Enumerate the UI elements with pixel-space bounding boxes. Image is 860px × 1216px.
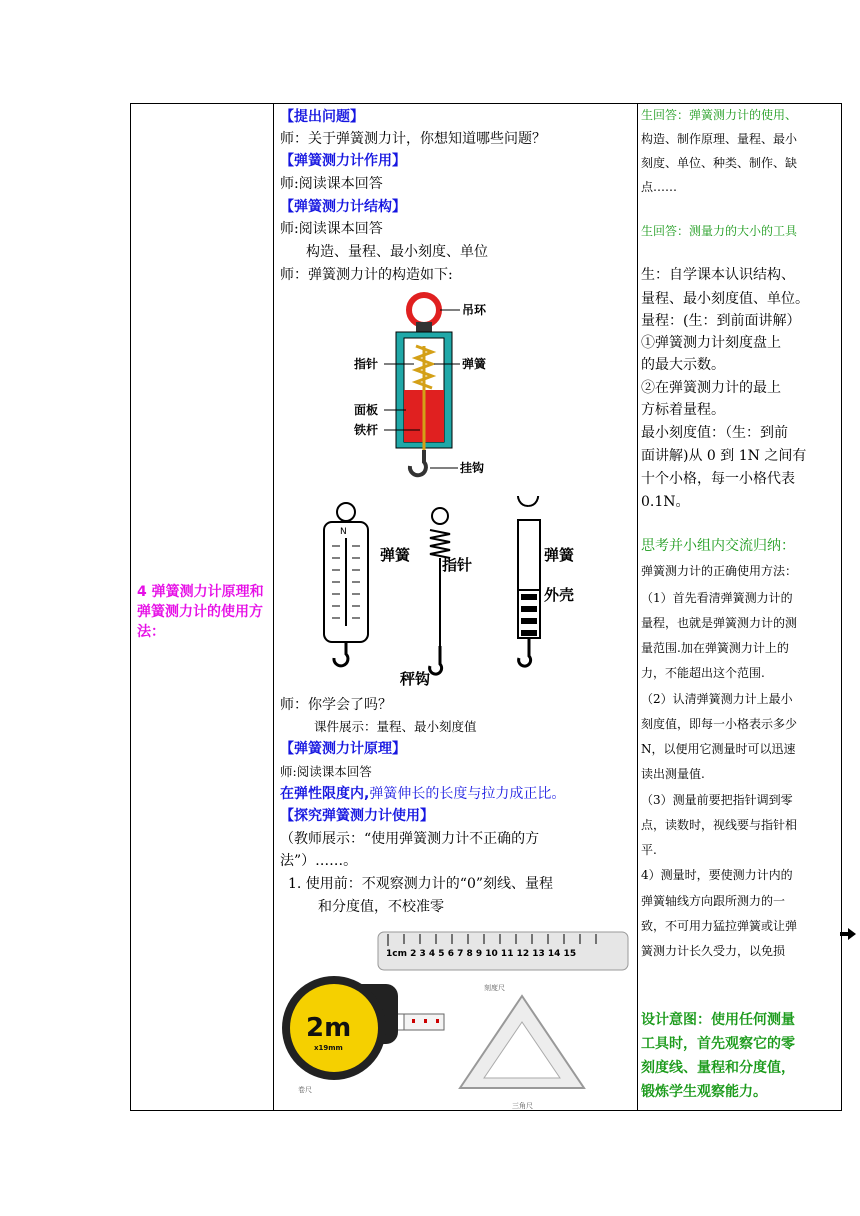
- heading-principle: 【弹簧测力计原理】: [280, 741, 406, 757]
- usage-line: N，以便用它测量时可以迅速: [641, 742, 796, 756]
- design-intent-line: 工具时，首先观察它的零: [641, 1036, 795, 1052]
- student-line: 十个小格，每一小格代表: [641, 471, 795, 487]
- student-line: 的最大示数。: [641, 357, 725, 373]
- usage-line: 4）测量时，要使测力计内的: [641, 868, 793, 882]
- usage-line: 簧测力计长久受力，以免损: [641, 944, 786, 958]
- text-line: 师:阅读课本回答: [280, 764, 372, 779]
- section-title: 4 弹簧测力计原理和弹簧测力计的使用方法：: [137, 584, 264, 640]
- student-line: 量程、最小刻度值、单位。: [641, 291, 809, 307]
- principle-statement: [280, 785, 565, 803]
- answer-line: 刻度、单位、种类、制作、缺: [641, 156, 798, 170]
- heading-function: 【弹簧测力计作用】: [280, 153, 406, 169]
- text-line: 法”）……。: [280, 853, 358, 869]
- text-line: 师：你学会了吗？: [280, 697, 392, 713]
- student-line: ②在弹簧测力计的最上: [641, 380, 781, 396]
- usage-line: 读出测量值.: [641, 767, 705, 781]
- answer-line: 生回答：弹簧测力计的使用、: [641, 108, 798, 122]
- label-triangle: 三角尺: [512, 1102, 533, 1110]
- usage-line: 量范围.加在弹簧测力计上的: [641, 641, 789, 655]
- label-pointer-2: 指针: [442, 556, 473, 574]
- label-shell: 外壳: [544, 586, 575, 604]
- text-line: 课件展示：量程、最小刻度值: [314, 719, 477, 734]
- label-ruler: 刻度尺: [484, 984, 505, 992]
- label-rod: 铁杆: [354, 423, 379, 437]
- student-line: 0.1N。: [641, 494, 690, 510]
- lesson-table: [130, 103, 842, 1111]
- spring-scale-structure-figure: [354, 290, 554, 484]
- usage-line: 弹簧轴线方向跟所测力的一: [641, 894, 786, 908]
- label-spring-3: 弹簧: [544, 546, 575, 564]
- heading-explore: 【探究弹簧测力计使用】: [280, 808, 434, 824]
- student-line: 量程：(生：到前面讲解）: [641, 313, 801, 329]
- principle-rest: 弹簧伸长的长度与拉力成正比。: [369, 786, 566, 802]
- text-line: （教师展示：“使用弹簧测力计不正确的方: [280, 831, 540, 847]
- label-hook: 挂钩: [460, 461, 485, 475]
- answer-line: [641, 220, 797, 242]
- ruler-marks: 1cm 2 3 4 5 6 7 8 9 10 11 12 13 14 15: [386, 949, 577, 959]
- text-line: 师：关于弹簧测力计，你想知道哪些问题？: [280, 131, 546, 147]
- ring-shape: [409, 295, 439, 325]
- student-line: 生：自学课本认识结构、: [641, 267, 795, 283]
- group-summary-title: 思考并小组内交流归纳：: [641, 538, 795, 554]
- design-intent-line: 刻度线、量程和分度值，: [641, 1060, 795, 1076]
- measuring-tools-figure: [274, 926, 636, 1112]
- student-line: ①弹簧测力计刻度盘上: [641, 335, 781, 351]
- usage-line: 平.: [641, 843, 657, 857]
- usage-line: （3）测量前要把指针调到零: [641, 793, 793, 807]
- label-panel: 面板: [354, 403, 379, 417]
- label-n: N: [340, 527, 347, 537]
- text-line: 和分度值，不校准零: [318, 899, 444, 915]
- usage-line: 致，不可用力猛拉弹簧或让弹: [641, 919, 798, 933]
- label-spring: 弹簧: [462, 357, 487, 371]
- answer-line: 点……: [641, 180, 678, 194]
- usage-line: 弹簧测力计的正确使用方法：: [641, 564, 798, 578]
- student-activity-column: [638, 104, 842, 1110]
- label-tape: 卷尺: [298, 1086, 312, 1094]
- label-pointer: 指针: [354, 357, 379, 371]
- usage-line: （1）首先看清弹簧测力计的: [641, 591, 793, 605]
- student-line: 面讲解)从 0 到 1N 之间有: [641, 448, 807, 464]
- text-line: 1. 使用前：不观察测力计的“0”刻线、量程: [288, 876, 554, 892]
- answer-line: 构造、制作原理、量程、最小: [641, 132, 798, 146]
- spring-scale-types-figure: [318, 496, 588, 692]
- teacher-activity-column: [274, 104, 636, 1110]
- answer-function: 生回答：测量力的大小的工具: [641, 224, 798, 238]
- section-column: [131, 104, 273, 1110]
- text-line: 师：弹簧测力计的构造如下:: [280, 267, 453, 283]
- student-line: 方标着量程。: [641, 402, 725, 418]
- principle-bold: 在弹性限度内,: [280, 786, 370, 802]
- label-scale-hook: 秤钩: [400, 670, 431, 688]
- continue-arrow-icon: [840, 928, 856, 940]
- student-line: 最小刻度值：（生：到前: [641, 425, 788, 441]
- text-line: 师:阅读课本回答: [280, 221, 383, 237]
- usage-line: 力，不能超出这个范围.: [641, 666, 765, 680]
- tape-sub: x19mm: [314, 1044, 343, 1052]
- design-intent-line: 锻炼学生观察能力。: [641, 1084, 767, 1100]
- usage-line: 点，读数时，视线要与指针相: [641, 818, 798, 832]
- text-line: 构造、量程、最小刻度、单位: [306, 244, 488, 260]
- usage-line: （2）认清弹簧测力计上最小: [641, 692, 793, 706]
- text-line: 师:阅读课本回答: [280, 176, 383, 192]
- label-ring: 吊环: [462, 303, 487, 317]
- tape-size: 2m: [306, 1013, 352, 1043]
- usage-line: 量程，也就是弹簧测力计的测: [641, 616, 798, 630]
- label-spring-2: 弹簧: [380, 546, 411, 564]
- design-intent-line: 设计意图：使用任何测量: [641, 1012, 795, 1028]
- heading-ask-question: 【提出问题】: [280, 109, 364, 125]
- heading-structure: 【弹簧测力计结构】: [280, 199, 406, 215]
- usage-line: 刻度值，即每一小格表示多少: [641, 717, 798, 731]
